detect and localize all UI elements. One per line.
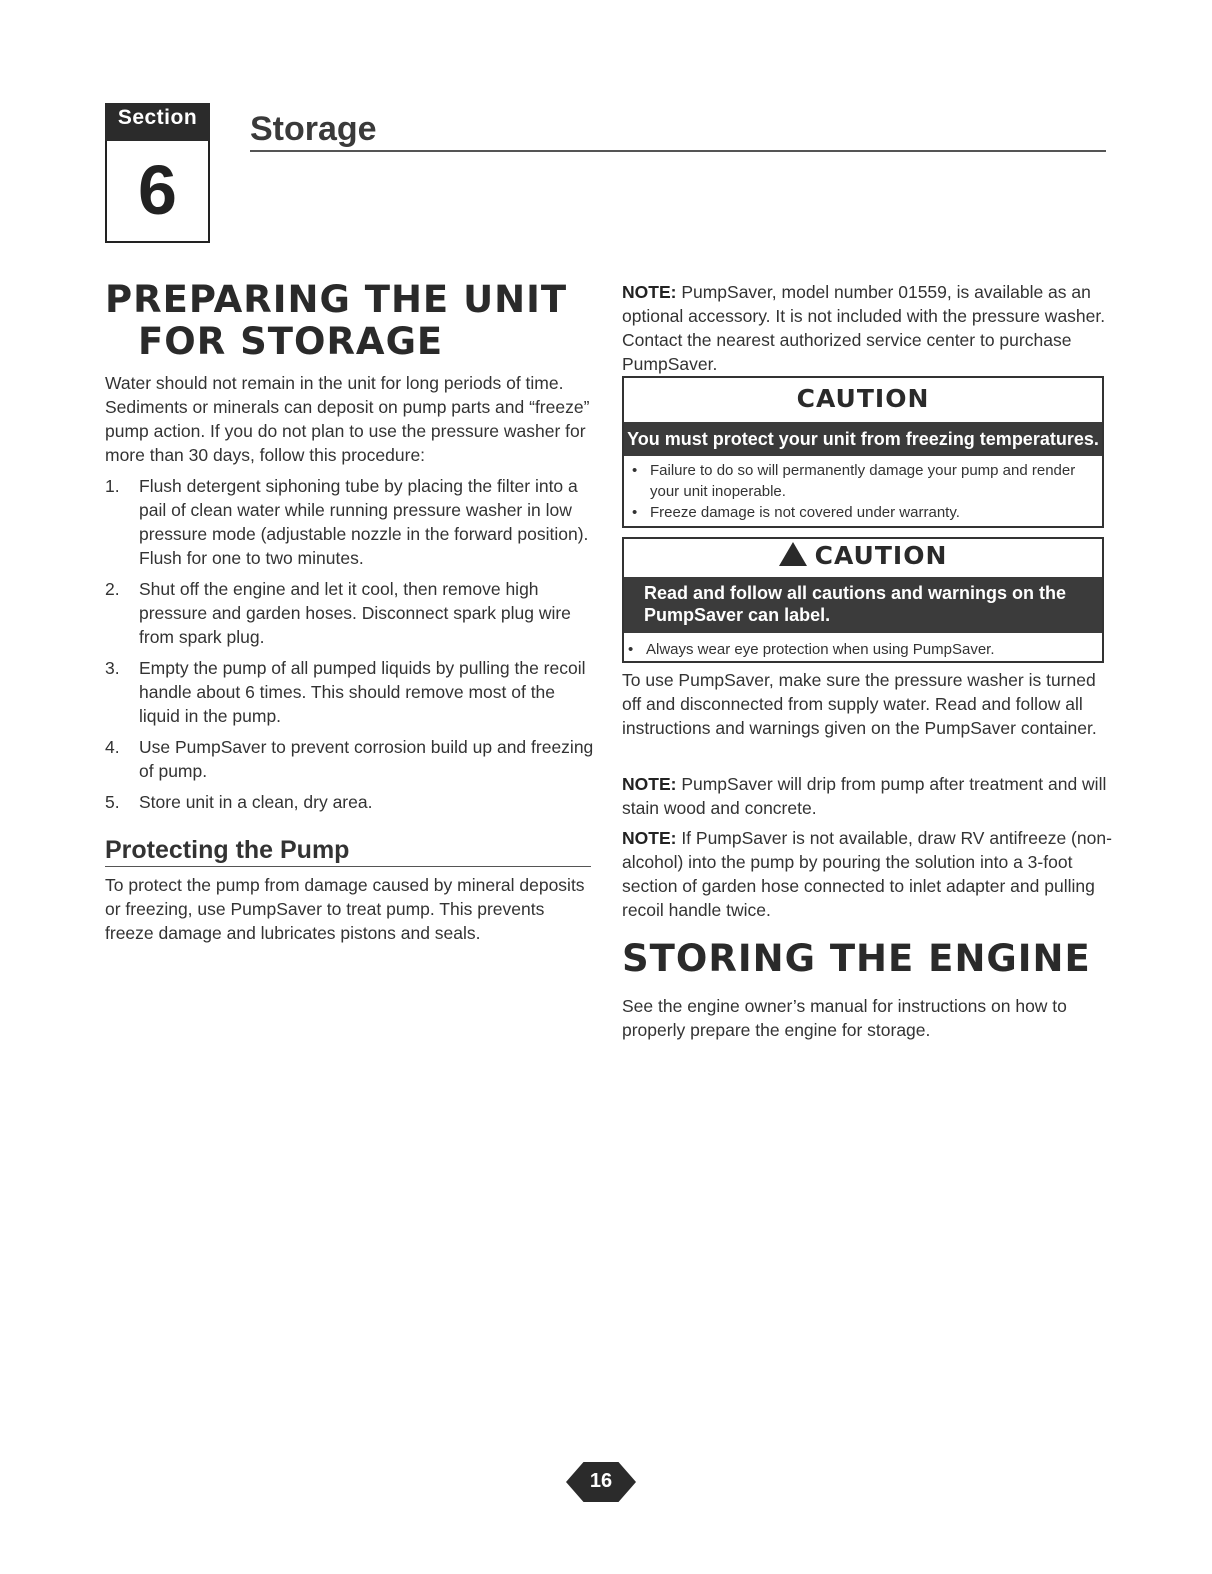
- list-item: [632, 460, 1092, 502]
- storing-engine-heading: STORING THE ENGINE: [622, 937, 1091, 980]
- note-text: PumpSaver, model number 01559, is available as an optional accessory. It is not included with the pressure washer. Contact the nearest authorized service center to purchase PumpSaver.: [622, 282, 1106, 374]
- bullet-text: Freeze damage is not covered under warranty.: [650, 504, 960, 521]
- caution-band: Read and follow all cautions and warnings on the PumpSaver can label.: [624, 577, 1102, 633]
- note-label: NOTE:: [622, 828, 677, 848]
- step-text: Empty the pump of all pumped liquids by pulling the recoil handle about 6 times. This should remove most of the liquid in the pump.: [139, 658, 586, 726]
- header-divider: [250, 150, 1106, 152]
- note-label: NOTE:: [622, 774, 677, 794]
- list-item: [105, 735, 595, 783]
- prep-heading-line2: FOR STORAGE: [138, 320, 444, 363]
- note-rv-antifreeze: [622, 826, 1112, 922]
- step-text: Store unit in a clean, dry area.: [139, 792, 373, 812]
- step-number: 3.: [105, 658, 120, 678]
- bullet-dot: •: [632, 504, 638, 521]
- caution-title: CAUTION: [796, 384, 930, 413]
- note-drip-stain: [622, 772, 1112, 820]
- section-label: Section: [117, 106, 198, 129]
- caution-bullets: [632, 460, 1092, 523]
- prep-intro-paragraph: Water should not remain in the unit for long periods of time. Sediments or minerals can deposit on pump parts and “freeze” pump action. If you do not plan to use the pressure washer for more than 30 days, follow this procedure:: [105, 373, 590, 465]
- caution-bullets: [628, 639, 1094, 660]
- caution-box-pumpsaver-label: [622, 537, 1104, 663]
- caution-box-freezing: [622, 376, 1104, 528]
- step-text: Use PumpSaver to prevent corrosion build up and freezing of pump.: [139, 737, 594, 781]
- list-item: [105, 577, 595, 649]
- procedure-list: [105, 474, 595, 821]
- caution-title: CAUTION: [814, 541, 948, 570]
- protect-pump-paragraph: To protect the pump from damage caused by mineral deposits or freezing, use PumpSaver to treat pump. This prevents freeze damage and lubricates pistons and seals.: [105, 875, 585, 943]
- note-label: NOTE:: [622, 282, 677, 302]
- page-number: 16: [589, 1470, 613, 1492]
- prep-heading-line1: PREPARING THE UNIT: [105, 278, 568, 321]
- caution-band: You must protect your unit from freezing temperatures.: [624, 422, 1102, 456]
- protect-pump-heading: Protecting the Pump: [105, 836, 350, 864]
- step-number: 4.: [105, 737, 120, 757]
- bullet-dot: •: [632, 462, 638, 479]
- bullet-text: Always wear eye protection when using PumpSaver.: [646, 641, 995, 658]
- note-text: PumpSaver will drip from pump after treatment and will stain wood and concrete.: [622, 774, 1107, 818]
- list-item: [105, 656, 595, 728]
- page-title: Storage: [250, 110, 377, 148]
- step-text: Shut off the engine and let it cool, then remove high pressure and garden hoses. Disconnect spark plug wire from spark plug.: [139, 579, 571, 647]
- protect-pump-divider: [105, 866, 591, 867]
- caution-title-row: [624, 541, 1102, 570]
- step-text: Flush detergent siphoning tube by placing the filter into a pail of clean water while running pressure washer in low pressure mode (adjustable nozzle in the forward position). Flush for one to two minutes.: [139, 476, 589, 568]
- step-number: 1.: [105, 476, 120, 496]
- section-number: 6: [138, 151, 177, 229]
- page-number-badge: [566, 1462, 636, 1502]
- note-text: If PumpSaver is not available, draw RV antifreeze (non-alcohol) into the pump by pouring the solution into a 3-foot section of garden hose connected to inlet adapter and pulling recoil handle twice.: [622, 828, 1112, 920]
- list-item: [105, 474, 595, 570]
- list-item: [105, 790, 595, 814]
- step-number: 2.: [105, 579, 120, 599]
- list-item: [632, 502, 1092, 523]
- bullet-dot: •: [628, 641, 634, 658]
- bullet-text: Failure to do so will permanently damage your pump and render your unit inoperable.: [650, 462, 1076, 500]
- list-item: [628, 639, 1094, 660]
- note-pumpsaver-accessory: [622, 280, 1112, 376]
- use-pumpsaver-paragraph: To use PumpSaver, make sure the pressure washer is turned off and disconnected from supply water. Read and follow all instructions and warnings given on the PumpSaver container.: [622, 670, 1097, 738]
- warning-triangle-icon: [779, 542, 807, 566]
- storing-engine-paragraph: See the engine owner’s manual for instructions on how to properly prepare the engine for storage.: [622, 996, 1067, 1040]
- step-number: 5.: [105, 792, 120, 812]
